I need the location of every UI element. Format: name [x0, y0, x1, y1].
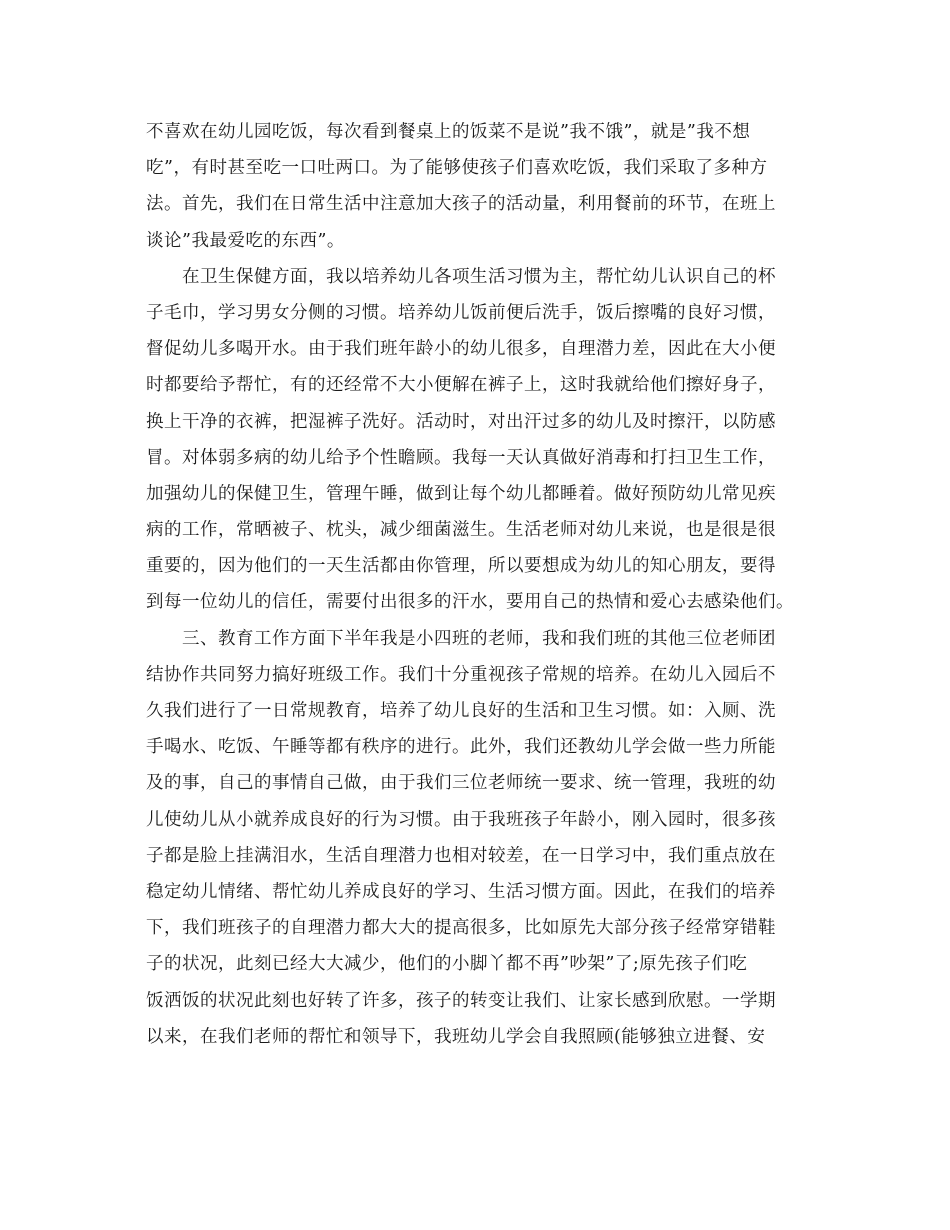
text-line: 冒。对体弱多病的幼儿给予个性瞻顾。我每一天认真做好消毒和打扫卫生工作，	[146, 447, 776, 468]
text-line: 手喝水、吃饭、午睡等都有秩序的进行。此外，我们还教幼儿学会做一些力所能	[146, 737, 776, 758]
text-line: 到每一位幼儿的信任，需要付出很多的汗水，要用自己的热情和爱心去感染他们。	[146, 592, 794, 613]
text-line: 儿使幼儿从小就养成良好的行为习惯。由于我班孩子年龄小，刚入园时，很多孩	[146, 809, 776, 830]
text-line: 稳定幼儿情绪、帮忙幼儿养成良好的学习、生活习惯方面。因此，在我们的培养	[146, 881, 776, 902]
text-line: 谈论”我最爱吃的东西”。	[146, 230, 345, 251]
text-line: 子都是脸上挂满泪水，生活自理潜力也相对较差，在一日学习中，我们重点放在	[146, 845, 776, 866]
text-line: 法。首先，我们在日常生活中注意加大孩子的活动量，利用餐前的环节，在班上	[146, 194, 776, 215]
body-text	[146, 114, 814, 1055]
text-line: 不喜欢在幼儿园吃饭，每次看到餐桌上的饭菜不是说”我不饿”，就是”我不想	[146, 122, 751, 142]
text-line: 换上干净的衣裤，把湿裤子洗好。活动时，对出汗过多的幼儿及时擦汗，以防感	[146, 411, 776, 432]
text-line: 重要的，因为他们的一天生活都由你管理，所以要想成为幼儿的知心朋友，要得	[146, 556, 776, 577]
text-line: 饭洒饭的状况此刻也好转了许多，孩子的转变让我们、让家长感到欣慰。一学期	[146, 990, 776, 1011]
text-line: 病的工作，常晒被子、枕头，减少细菌滋生。生活老师对幼儿来说，也是很是很	[146, 520, 776, 541]
paragraph-start-line: 在卫生保健方面，我以培养幼儿各项生活习惯为主，帮忙幼儿认识自己的杯	[182, 266, 776, 287]
text-line: 子毛巾，学习男女分侧的习惯。培养幼儿饭前便后洗手，饭后擦嘴的良好习惯，	[146, 302, 776, 323]
text-line: 子的状况，此刻已经大大减少，他们的小脚丫都不再”吵架”了;原先孩子们吃	[146, 954, 748, 975]
text-line: 及的事，自己的事情自己做，由于我们三位老师统一要求、统一管理，我班的幼	[146, 773, 776, 794]
text-line: 督促幼儿多喝开水。由于我们班年龄小的幼儿很多，自理潜力差，因此在大小便	[146, 339, 776, 360]
text-line: 下，我们班孩子的自理潜力都大大的提高很多，比如原先大部分孩子经常穿错鞋	[146, 918, 776, 939]
text-line: 吃”，有时甚至吃一口吐两口。为了能够使孩子们喜欢吃饭，我们采取了多种方	[146, 158, 768, 179]
text-line: 时都要给予帮忙，有的还经常不大小便解在裤子上，这时我就给他们擦好身子，	[146, 375, 776, 396]
text-line: 以来，在我们老师的帮忙和领导下，我班幼儿学会自我照顾(能够独立进餐、安	[146, 1026, 766, 1047]
text-line: 久我们进行了一日常规教育，培养了幼儿良好的生活和卫生习惯。如：入厕、洗	[146, 701, 776, 721]
text-line: 加强幼儿的保健卫生，管理午睡，做到让每个幼儿都睡着。做好预防幼儿常见疾	[146, 483, 776, 504]
paragraph-start-line: 三、教育工作方面下半年我是小四班的老师，我和我们班的其他三位老师团	[182, 628, 776, 649]
text-line: 结协作共同努力搞好班级工作。我们十分重视孩子常规的培养。在幼儿入园后不	[146, 664, 776, 685]
